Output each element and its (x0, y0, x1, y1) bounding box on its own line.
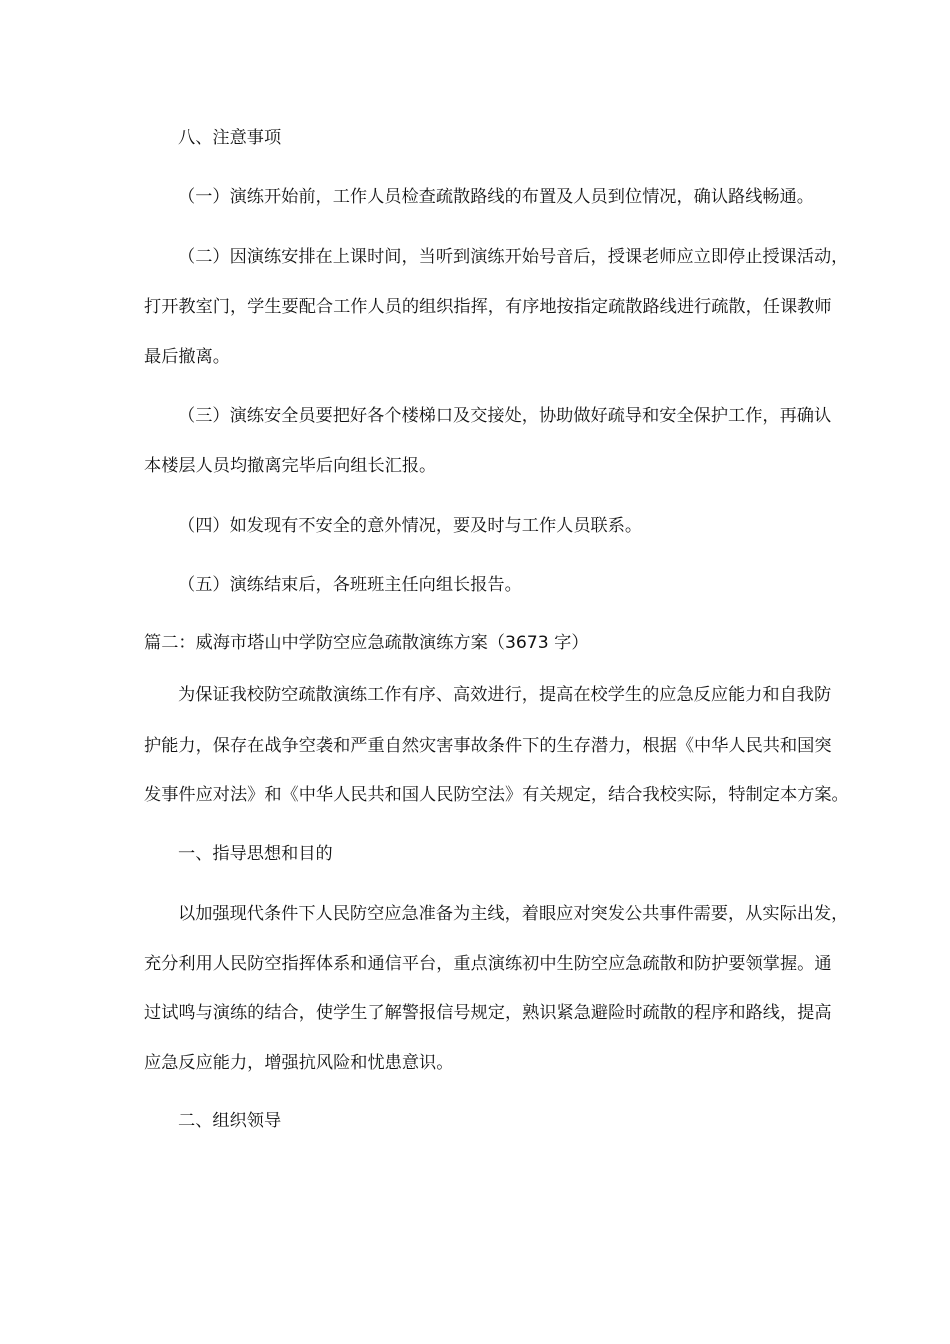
section-heading: 一、指导思想和目的 (178, 844, 333, 864)
section-heading: 二、组织领导 (178, 1111, 282, 1131)
paragraph-line: 充分利用人民防空指挥体系和通信平台，重点演练初中生防空应急疏散和防护要领掌握。通 (144, 954, 832, 974)
paragraph-line: 以加强现代条件下人民防空应急准备为主线，着眼应对突发公共事件需要，从实际出发， (178, 904, 849, 924)
section-heading: 八、注意事项 (178, 128, 282, 148)
paragraph-line: 本楼层人员均撤离完毕后向组长汇报。 (144, 456, 437, 476)
paragraph-line: 过试鸣与演练的结合，使学生了解警报信号规定，熟识紧急避险时疏散的程序和路线，提高 (144, 1003, 832, 1023)
paragraph-line: （一）演练开始前，工作人员检查疏散路线的布置及人员到位情况，确认路线畅通。 (178, 187, 814, 207)
paragraph-line: （三）演练安全员要把好各个楼梯口及交接处，协助做好疏导和安全保护工作，再确认 (178, 406, 832, 426)
paragraph-line: 护能力，保存在战争空袭和严重自然灾害事故条件下的生存潜力，根据《中华人民共和国突 (144, 736, 832, 756)
paragraph-line: 最后撤离。 (144, 347, 230, 367)
paragraph-line: （二）因演练安排在上课时间，当听到演练开始号音后，授课老师应立即停止授课活动， (178, 247, 849, 267)
paragraph-line: （五）演练结束后，各班班主任向组长报告。 (178, 575, 522, 595)
paragraph-line: （四）如发现有不安全的意外情况，要及时与工作人员联系。 (178, 516, 643, 536)
part-title: 篇二：威海市塔山中学防空应急疏散演练方案（3673 字） (144, 633, 589, 653)
paragraph-line: 为保证我校防空疏散演练工作有序、高效进行，提高在校学生的应急反应能力和自我防 (178, 685, 832, 705)
paragraph-line: 打开教室门，学生要配合工作人员的组织指挥，有序地按指定疏散路线进行疏散，任课教师 (144, 297, 832, 317)
paragraph-line: 发事件应对法》和《中华人民共和国人民防空法》有关规定，结合我校实际，特制定本方案。 (144, 785, 849, 805)
paragraph-line: 应急反应能力，增强抗风险和忧患意识。 (144, 1053, 454, 1073)
